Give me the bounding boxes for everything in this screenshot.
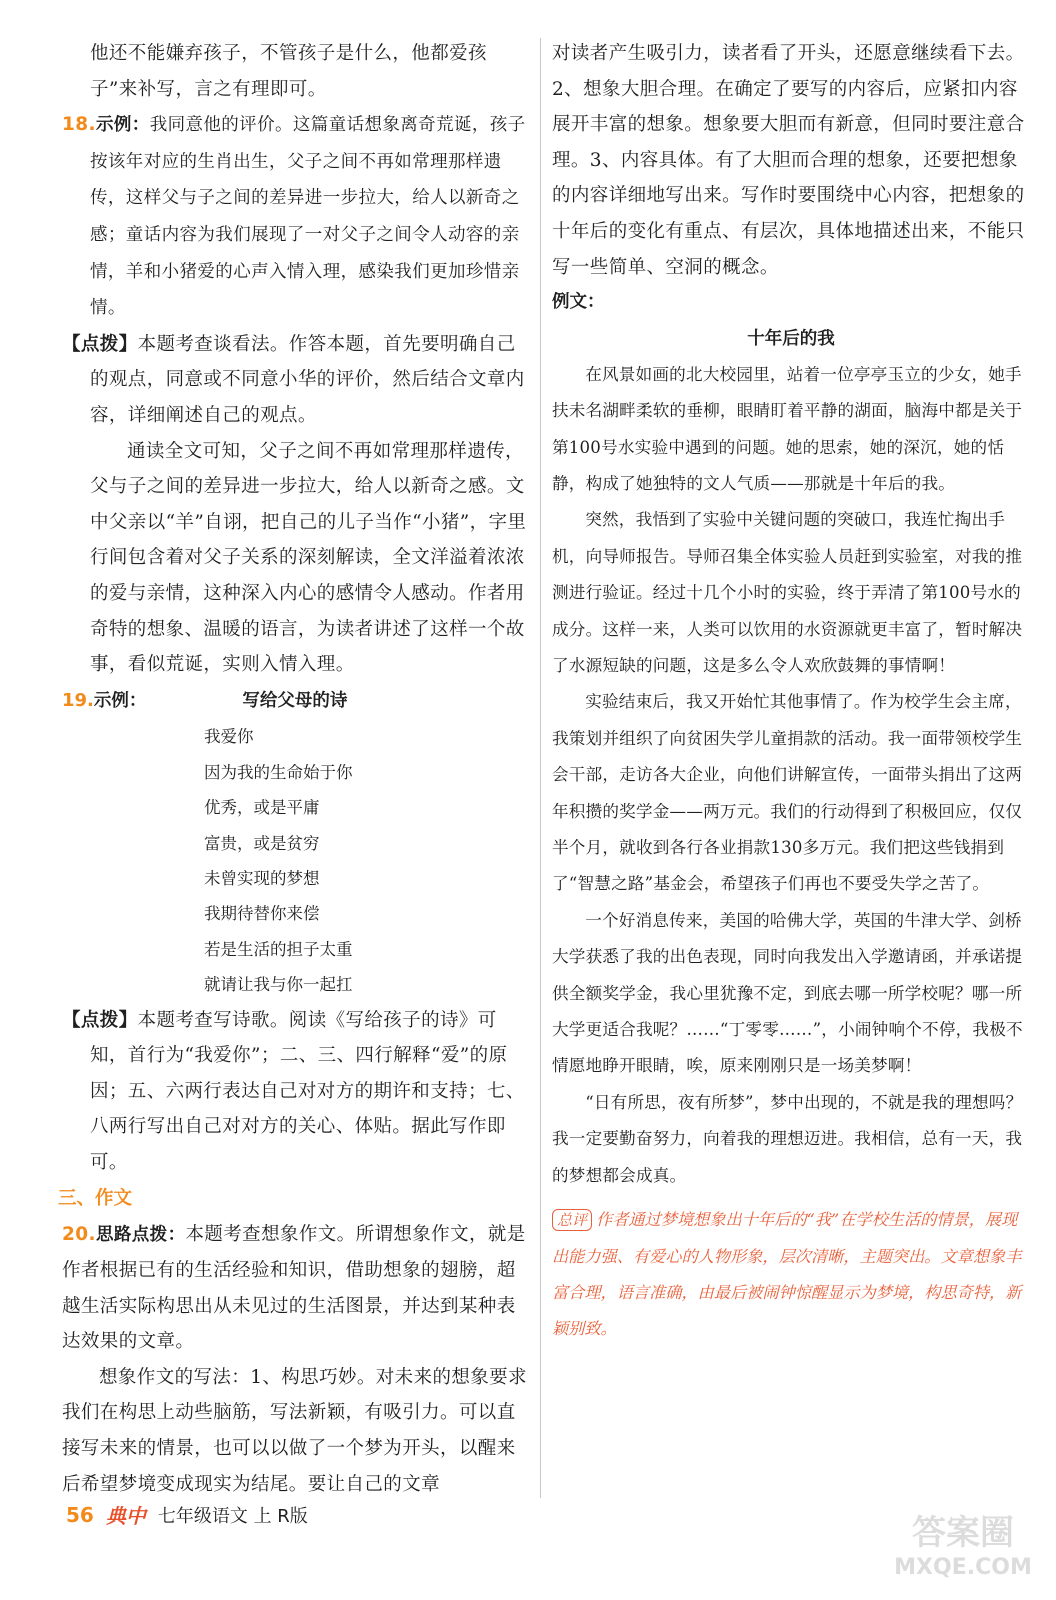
approach-tag: 思路点拨：: [95, 1224, 186, 1245]
column-divider: [540, 38, 541, 1498]
comment-text: 作者通过梦境想象出十年后的“我”在学校生活的情景，展现出能力强、有爱心的人物形象，层次清晰，主题突出。文章想象丰富合理，语言准确，由最后被闹钟惊醒显示为梦境，构思奇特，新颖别致。: [552, 1210, 1022, 1339]
section-heading-composition: 三、作文: [58, 1187, 133, 1209]
poem-line: 若是生活的担子太重: [204, 939, 353, 959]
essay-paragraph: 在风景如画的北大校园里，站着一位亭亭玉立的少女，她手扶未名湖畔柔软的垂柳，眼睛盯着平静的湖面，脑海中都是关于第100号水实验中遇到的问题。她的思索，她的深沉，她的恬静，构成了她独特的文人气质——那就是十年后的我。: [552, 364, 1023, 493]
brand-logo: 典中: [105, 1504, 146, 1528]
essay-title: 十年后的我: [747, 328, 835, 349]
question-number-18: 18.: [62, 114, 96, 136]
essay-paragraph: “日有所思，夜有所梦”，梦中出现的，不就是我的理想吗？我一定要勤奋努力，向着我的理想迈进。我相信，总有一天，我的梦想都会成真。: [552, 1092, 1023, 1185]
tip-tag: 【点拨】: [62, 333, 138, 355]
svg-text:MXQE.COM: MXQE.COM: [894, 1555, 1032, 1580]
answer-20-text: 本题考查想象作文。所谓想象作文，就是作者根据已有的生活经验和知识，借助想象的翅膀，超越生活实际构思出从未见过的生活图景，并达到某种表达效果的文章。: [62, 1223, 526, 1353]
left-column: [58, 36, 534, 1502]
answer-17-continuation: 他还不能嫌弃孩子，不管孩子是什么，他都爱孩子”来补写，言之有理即可。: [90, 43, 487, 100]
right-column: [552, 36, 1030, 1348]
answer-20-continuation: 对读者产生吸引力，读者看了开头，还愿意继续看下去。2、想象大胆合理。在确定了要写的内容后，应紧扣内容展开丰富的想象。想象要大胆而有新意，但同时要注意合理。3、内容具体。有了大胆而合理的想象，还要把想象的内容详细地写出来。写作时要围绕中心内容，把想象的十年后的变化有重点、有层次，具体地描述出来，不能只写一些简单、空洞的概念。: [552, 43, 1025, 278]
essay-paragraph: 突然，我悟到了实验中关键问题的突破口，我连忙掏出手机，向导师报告。导师召集全体实验人员赶到实验室，对我的推测进行验证。经过十几个小时的实验，终于弄清了第100号水的成分。这样一来，人类可以饮用的水资源就更丰富了，暂时解决了水源短缺的问题，这是多么令人欢欣鼓舞的事情啊！: [552, 510, 1023, 675]
page-footer: [66, 1500, 308, 1529]
example-label: 例文：: [552, 292, 605, 313]
tip-18: [62, 327, 534, 434]
poem-line: 未曾实现的梦想: [204, 868, 320, 888]
question-number-19: 19.: [62, 689, 94, 711]
overall-comment: [552, 1202, 1030, 1348]
poem-line: 因为我的生命始于你: [204, 762, 353, 782]
example-tag: 示例：: [93, 690, 147, 711]
poem-title: 写给父母的诗: [242, 690, 348, 711]
tip-18-text: 本题考查谈看法。作答本题，首先要明确自己的观点，同意或不同意小华的评价，然后结合文章内容，详细阐述自己的观点。: [90, 333, 525, 426]
poem-line: 我期待替你来偿: [204, 904, 320, 924]
poem-line: 我爱你: [204, 727, 254, 747]
answer-18: [62, 107, 534, 327]
answer-20: [62, 1217, 534, 1360]
answer-18-text: 我同意他的评价。这篇童话想象离奇荒诞，孩子按该年对应的生肖出生，父子之间不再如常理那样遗传，这样父与子之间的差异进一步拉大，给人以新奇之感；童话内容为我们展现了一对父子之间令人动容的亲情，羊和小猪爱的心声入情入理，感染我们更加珍惜亲情。: [90, 115, 526, 319]
tip-18-detail: 通读全文可知，父子之间不再如常理那样遗传，父与子之间的差异进一步拉大，给人以新奇之感。文中父亲以“羊”自诩，把自己的儿子当作“小猪”，字里行间包含着对父子关系的深刻解读，全文洋溢着浓浓的爱与亲情，这种深入内心的感情令人感动。作者用奇特的想象、温暖的语言，为读者讲述了这样一个故事，看似荒诞，实则入情入理。: [90, 440, 527, 676]
essay-paragraph: 实验结束后，我又开始忙其他事情了。作为校学生会主席，我策划并组织了向贫困失学儿童捐款的活动。我一面带领校学生会干部，走访各大企业，向他们讲解宣传，一面带头捐出了这两年积攒的奖学金——两万元。我们的行动得到了积极回应，仅仅半个月，就收到各行各业捐款130多万元。我们把这些钱捐到了“智慧之路”基金会，希望孩子们再也不要受失学之苦了。: [552, 692, 1023, 894]
answer-20-method: 想象作文的写法：1、构思巧妙。对未来的想象要求我们在构思上动些脑筋，写法新颖，有吸引力。可以直接写未来的情景，也可以以做了一个梦为开头，以醒来后希望梦境变成现实为结尾。要让自己的文章: [62, 1366, 527, 1495]
example-tag: 示例：: [95, 115, 150, 136]
question-number-20: 20.: [62, 1223, 96, 1245]
poem-line: 富贵，或是贫穷: [204, 833, 320, 853]
poem-line: 优秀，或是平庸: [204, 798, 320, 818]
book-title: 七年级语文 上 R版: [157, 1505, 308, 1527]
comment-tag: 总评: [552, 1209, 592, 1231]
tip-19-text: 本题考查写诗歌。阅读《写给孩子的诗》可知，首行为“我爱你”；二、三、四行解释“爱”的原因；五、六两行表达自己对对方的期许和支持；七、八两行写出自己对对方的关心、体贴。据此写作即可。: [90, 1009, 525, 1173]
poem-line: 就请让我与你一起扛: [204, 975, 353, 995]
page-number: 56: [66, 1502, 94, 1527]
watermark-logo: [888, 1504, 1038, 1582]
tip-19: [62, 1003, 534, 1181]
poem: [62, 719, 534, 1002]
svg-text:答案圈: 答案圈: [912, 1513, 1014, 1553]
tip-tag: 【点拨】: [62, 1009, 138, 1031]
essay-paragraph: 一个好消息传来，美国的哈佛大学，英国的牛津大学、剑桥大学获悉了我的出色表现，同时向我发出入学邀请函，并承诺提供全额奖学金，我心里犹豫不定，到底去哪一所学校呢？哪一所大学更适合我呢？……“丁零零……”，小闹钟响个不停，我极不情愿地睁开眼睛，唉，原来刚刚只是一场美梦啊！: [552, 910, 1023, 1076]
answer-19-head: [62, 683, 534, 720]
